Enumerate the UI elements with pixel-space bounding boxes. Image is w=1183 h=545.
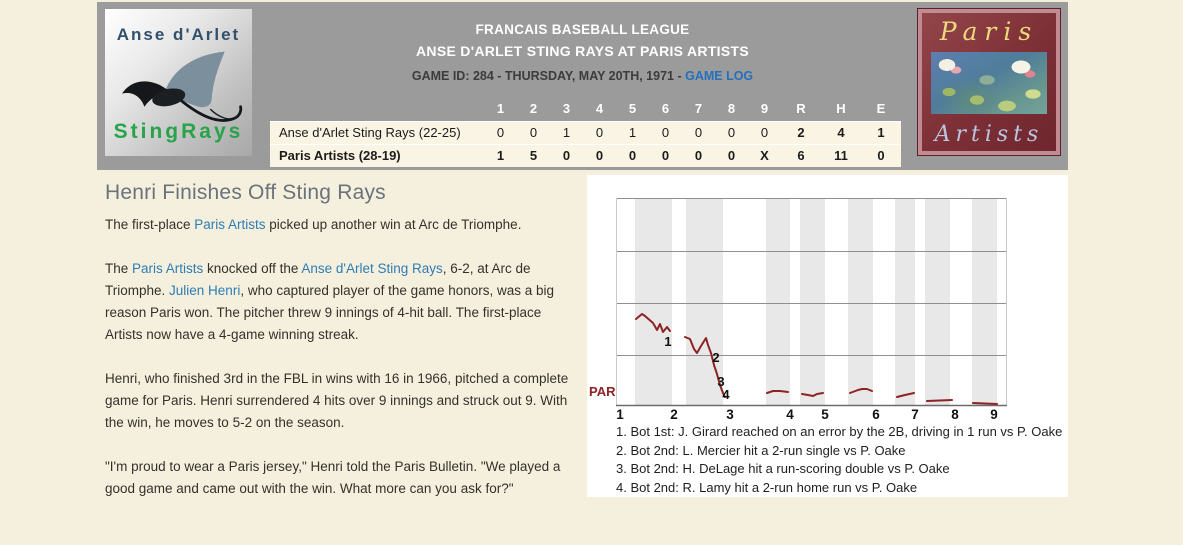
league-title: FRANCAIS BASEBALL LEAGUE <box>475 22 690 37</box>
linescore-home-row <box>270 145 901 167</box>
away-team-logo[interactable] <box>105 9 252 156</box>
stingray-icon <box>109 47 249 131</box>
article-paragraphs <box>105 214 580 500</box>
linescore-col-5: 5 <box>628 101 637 116</box>
article-paragraph: The first-place Paris Artists picked up another win at Arc de Triomphe. <box>105 217 522 232</box>
article-link[interactable]: Julien Henri <box>169 283 241 298</box>
article-paragraph: "I'm proud to wear a Paris jersey," Henri told the Paris Bulletin. "We played a good game and came out with the win. What more can you ask for?" <box>105 459 561 496</box>
linescore-col-1: 1 <box>496 101 505 116</box>
chart-inning-tick-label: 1 <box>616 407 624 422</box>
article-headline: Henri Finishes Off Sting Rays <box>105 181 386 204</box>
linescore-team-name: Anse d'Arlet Sting Rays (22-25) <box>279 125 461 140</box>
linescore-inning-cell: 1 <box>496 148 505 163</box>
chart-note: 3. Bot 2nd: H. DeLage hit a run-scoring double vs P. Oake <box>616 461 950 476</box>
game-article <box>105 181 580 522</box>
linescore-inning-cell: 0 <box>661 125 670 140</box>
chart-inning-tick-label: 6 <box>872 407 880 422</box>
linescore-E-cell: 0 <box>877 148 885 163</box>
linescore-inning-cell: 0 <box>562 148 571 163</box>
linescore-inning-cell: 0 <box>694 125 703 140</box>
chart-inning-tick-label: 3 <box>726 407 734 422</box>
linescore-inning-cell: 0 <box>694 148 703 163</box>
linescore-inning-cell: 5 <box>529 148 538 163</box>
linescore-inning-cell: 0 <box>727 125 736 140</box>
chart-event-marker: 2 <box>712 350 720 365</box>
linescore-E-cell: 1 <box>877 125 885 140</box>
chart-note: 2. Bot 2nd: L. Mercier hit a 2-run single vs P. Oake <box>616 442 906 458</box>
par-baseline-label: PAR <box>589 384 616 399</box>
chart-halfinning-band <box>925 198 950 406</box>
chart-halfinning-band <box>635 198 672 406</box>
linescore-inning-cell: 0 <box>595 148 604 163</box>
chart-inning-tick-label: 4 <box>786 407 794 422</box>
water-lilies-painting <box>931 52 1047 114</box>
chart-inning-tick-label: 7 <box>911 407 919 422</box>
linescore-H-cell: 4 <box>837 125 845 140</box>
away-logo-nickname-text: StingRays <box>113 120 244 143</box>
chart-halfinning-band <box>800 198 825 406</box>
linescore-table <box>270 97 901 167</box>
linescore-inning-cell: 0 <box>727 148 736 163</box>
linescore-R-cell: 6 <box>797 148 805 163</box>
linescore-inning-cell: X <box>760 148 769 163</box>
chart-halfinning-band <box>895 198 915 406</box>
article-link[interactable]: Paris Artists <box>194 217 266 232</box>
chart-inning-tick-label: 9 <box>990 407 998 422</box>
article-paragraph: Henri, who finished 3rd in the FBL in wins with 16 in 1966, pitched a complete game for Paris. Henri surrendered 4 hits over 9 innings and struck out 9. With the win, he moves to 5-2 on the season. <box>105 371 569 430</box>
linescore-inning-cell: 0 <box>661 148 670 163</box>
linescore-col-8: 8 <box>727 101 736 116</box>
chart-event-marker: 1 <box>664 334 672 349</box>
chart-note: 4. Bot 2nd: R. Lamy hit a 2-run home run vs P. Oake <box>616 479 918 495</box>
linescore-col-9: 9 <box>760 101 769 116</box>
article-link[interactable]: Paris Artists <box>132 261 204 276</box>
linescore-col-2: 2 <box>529 101 538 116</box>
matchup-title: ANSE D'ARLET STING RAYS AT PARIS ARTISTS <box>416 43 749 59</box>
linescore-col-E: E <box>876 101 886 116</box>
momentum-line-segment <box>973 403 997 404</box>
game-id-text: GAME ID: 284 - THURSDAY, MAY 20TH, 1971 - <box>411 69 686 83</box>
home-logo-nickname-text: Artists <box>934 122 1044 147</box>
linescore-team-header <box>270 97 484 121</box>
linescore-inning-cell: 1 <box>628 125 637 140</box>
linescore-col-R: R <box>796 101 806 116</box>
linescore-inning-cell: 1 <box>562 125 571 140</box>
linescore-away-row <box>270 122 901 144</box>
linescore-inning-cell: 0 <box>628 148 637 163</box>
linescore-H-cell: 11 <box>834 148 848 163</box>
game-id-line <box>260 69 905 83</box>
article-link[interactable]: Anse d'Arlet Sting Rays <box>301 261 443 276</box>
linescore-inning-cell: 0 <box>529 125 538 140</box>
chart-halfinning-band <box>766 198 790 406</box>
momentum-line-segment <box>927 400 952 401</box>
linescore-team-name: Paris Artists (28-19) <box>279 148 401 163</box>
linescore-col-H: H <box>836 101 846 116</box>
chart-inning-tick-label: 8 <box>951 407 959 422</box>
game-chart-panel <box>587 175 1068 497</box>
momentum-chart <box>616 198 1007 424</box>
chart-halfinning-band <box>972 198 997 406</box>
chart-event-marker: 4 <box>722 387 730 402</box>
home-team-logo[interactable] <box>918 9 1060 155</box>
home-logo-city-text: Paris <box>939 17 1039 46</box>
chart-halfinning-band <box>848 198 873 406</box>
chart-event-marker: 3 <box>717 374 725 389</box>
linescore-inning-cell: 0 <box>496 125 505 140</box>
article-paragraph: The Paris Artists knocked off the Anse d'Arlet Sting Rays, 6-2, at Arc de Triomphe. Julien Henri, who captured player of the game honors, was a big reason Paris won. The pitcher threw 9 innings of 4-hit ball. The first-place Artists now have a 4-game winning streak. <box>105 261 555 342</box>
linescore-col-7: 7 <box>694 101 703 116</box>
game-log-link[interactable]: GAME LOG <box>685 69 754 83</box>
linescore-R-cell: 2 <box>797 125 805 140</box>
away-logo-city-text: Anse d'Arlet <box>116 25 241 44</box>
linescore-inning-cell: 0 <box>760 125 769 140</box>
chart-inning-tick-label: 5 <box>821 407 829 422</box>
linescore-col-6: 6 <box>661 101 670 116</box>
chart-inning-tick-label: 2 <box>670 407 678 422</box>
chart-event-notes <box>616 423 1068 497</box>
linescore-inning-cell: 0 <box>595 125 604 140</box>
linescore-col-4: 4 <box>595 101 604 116</box>
linescore-header-row <box>270 97 901 121</box>
chart-note: 1. Bot 1st: J. Girard reached on an error by the 2B, driving in 1 run vs P. Oake <box>616 424 1063 439</box>
linescore-col-3: 3 <box>562 101 571 116</box>
